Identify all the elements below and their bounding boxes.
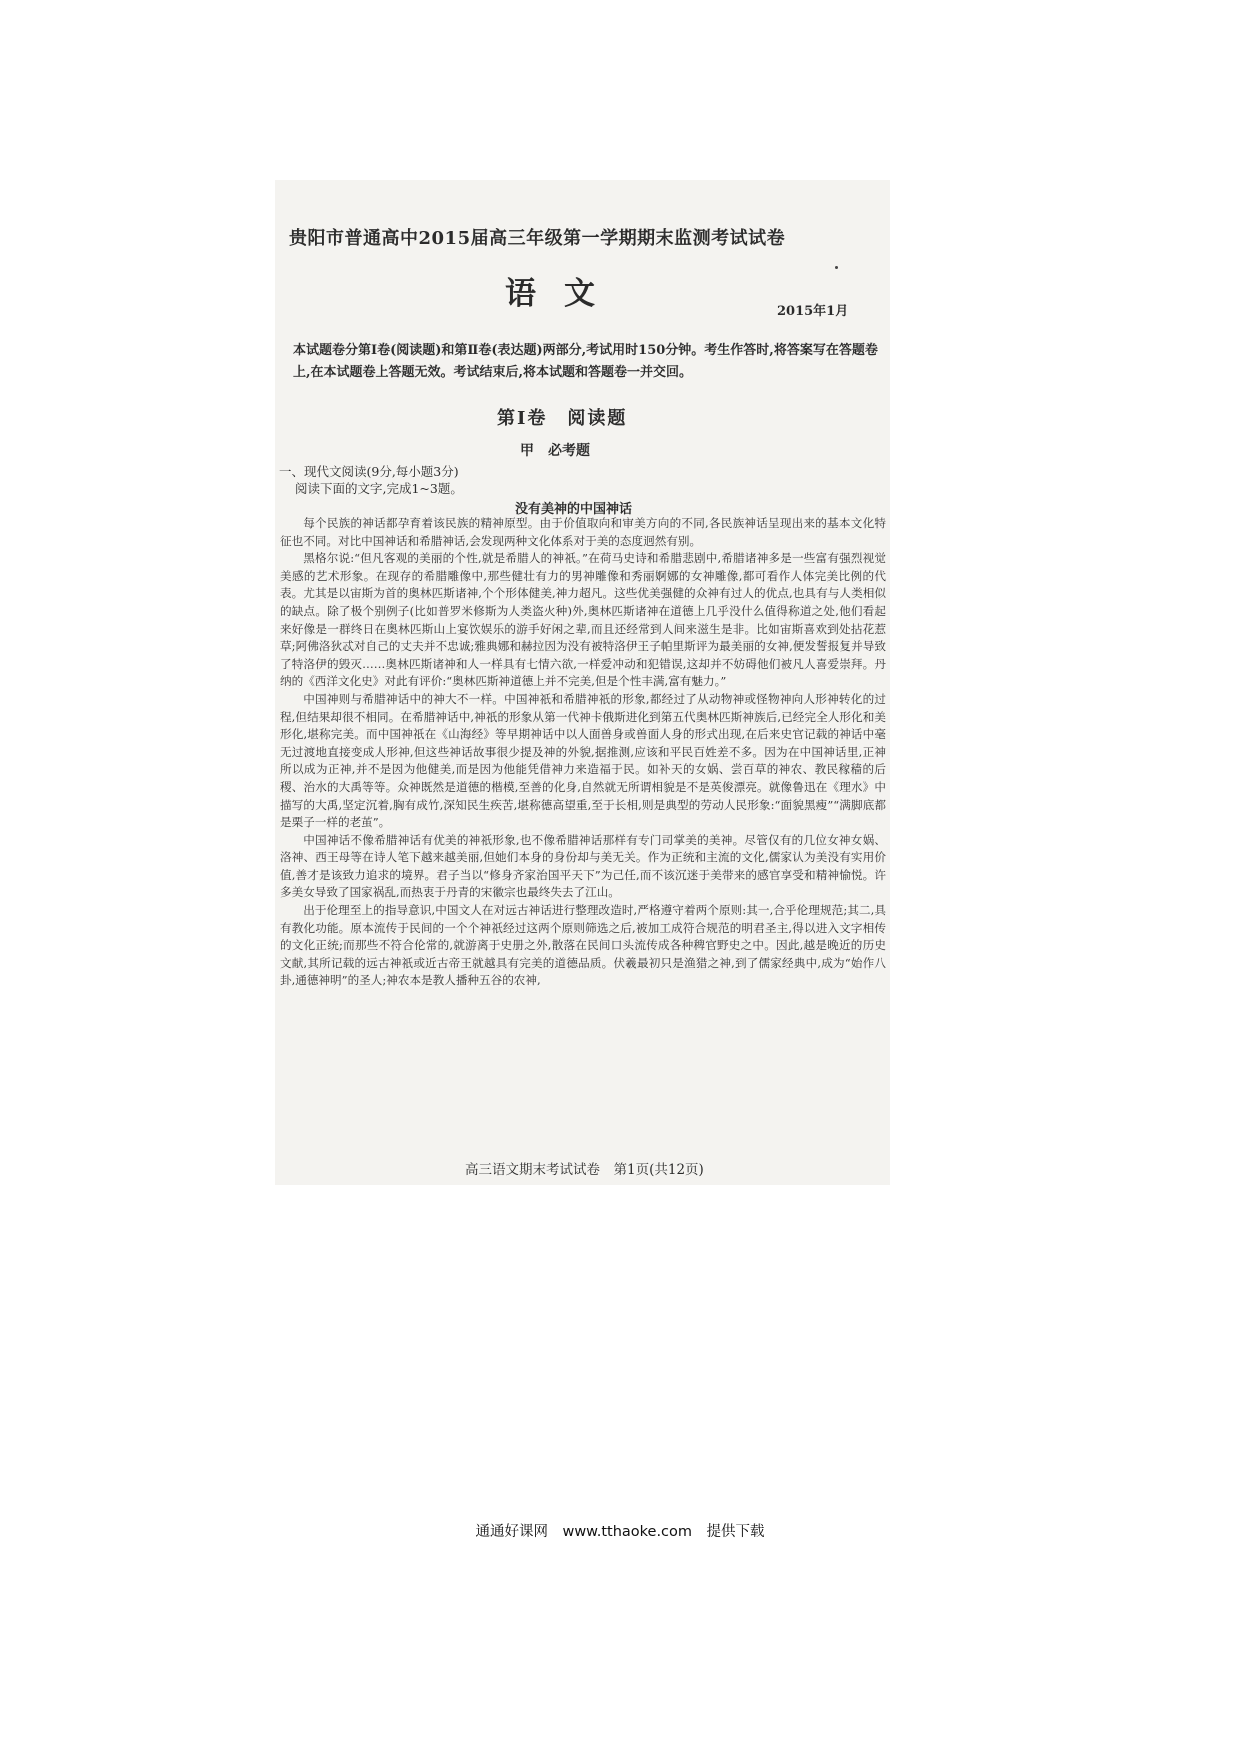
article-paragraph: 中国神话不像希腊神话有优美的神祇形象,也不像希腊神话那样有专门司掌美的美神。尽管仅有的几位女神女娲、洛神、西王母等在诗人笔下越来越美丽,但她们本身的身份却与美无关。作为正统和主流的文化,儒家认为美没有实用价值,善才是该致力追求的境界。君子当以“修身齐家治国平天下”为己任,而不该沉迷于美带来的感官享受和精神愉悦。许多美女导致了国家祸乱,而热衷于丹青的宋徽宗也最终失去了江山。: [280, 832, 886, 900]
article-body: [280, 515, 886, 990]
scan-speck: [835, 266, 838, 269]
exam-date: 2015年1月: [777, 304, 849, 319]
article-paragraph: 每个民族的神话都孕育着该民族的精神原型。由于价值取向和审美方向的不同,各民族神话呈现出来的基本文化特征也不同。对比中国神话和希腊神话,会发现两种文化体系对于美的态度迥然有别。: [280, 516, 886, 548]
volume-title: 第Ⅰ卷 阅读题: [497, 408, 628, 429]
section-heading: 一、现代文阅读(9分,每小题3分): [279, 464, 459, 479]
exam-instructions: 本试题卷分第Ⅰ卷(阅读题)和第Ⅱ卷(表达题)两部分,考试用时150分钟。考生作答时,将答案写在答题卷上,在本试题卷上答题无效。考试结束后,将本试题和答题卷一并交回。: [293, 343, 878, 380]
article-paragraph: 黑格尔说:“但凡客观的美丽的个性,就是希腊人的神祇。”在荷马史诗和希腊悲剧中,希腊诸神多是一些富有强烈视觉美感的艺术形象。在现存的希腊雕像中,那些健壮有力的男神雕像和秀丽婀娜的女神雕像,都可看作人体完美比例的代表。尤其是以宙斯为首的奥林匹斯诸神,个个形体健美,神力超凡。这些优美强健的众神有过人的优点,也具有与人类相似的缺点。除了极个别例子(比如普罗米修斯为人类盗火种)外,奥林匹斯诸神在道德上几乎没什么值得称道之处,他们看起来好像是一群终日在奥林匹斯山上宴饮娱乐的游手好闲之辈,而且还经常到人间来滋生是非。比如宙斯喜欢到处拈花惹草;阿佛洛狄忒对自己的丈夫并不忠诚;雅典娜和赫拉因为没有被特洛伊王子帕里斯评为最美丽的女神,便发誓报复并导致了特洛伊的毁灭……奥林匹斯诸神和人一样具有七情六欲,一样爱冲动和犯错误,这却并不妨碍他们被凡人喜爱崇拜。丹纳的《西洋文化史》对此有评价:“奥林匹斯神道德上并不完美,但是个性丰满,富有魅力。”: [280, 551, 886, 689]
exam-page-footer: 高三语文期末考试试卷 第1页(共12页): [465, 1162, 704, 1178]
exam-header-title: 贵阳市普通高中2015届高三年级第一学期期末监测考试试卷: [289, 228, 786, 249]
article-title: 没有美神的中国神话: [515, 502, 633, 517]
article-paragraph: 中国神则与希腊神话中的神大不一样。中国神祇和希腊神祇的形象,都经过了从动物神或怪物神向人形神转化的过程,但结果却很不相同。在希腊神话中,神祇的形象从第一代神卡俄斯进化到第五代奥林匹斯神族后,已经完全人形化和美形化,堪称完美。而中国神祇在《山海经》等早期神话中以人面兽身或兽面人身的形式出现,在后来史官记载的神话中毫无过渡地直接变成人形神,但这些神话故事很少提及神的外貌,据推测,应该和平民百姓差不多。因为在中国神话里,正神所以成为正神,并不是因为他健美,而是因为他能凭借神力来造福于民。如补天的女娲、尝百草的神农、教民稼穑的后稷、治水的大禹等等。众神既然是道德的楷模,至善的化身,自然就无所谓相貌是不是英俊漂亮。就像鲁迅在《理水》中描写的大禹,坚定沉着,胸有成竹,深知民生疾苦,堪称德高望重,至于长相,则是典型的劳动人民形象:“面貌黑瘦”“满脚底都是栗子一样的老茧”。: [280, 691, 886, 830]
subject-title: 语文: [505, 276, 623, 312]
scanned-exam-page: [275, 180, 890, 1185]
site-footer: 通通好课网 www.tthaoke.com 提供下载: [475, 1524, 765, 1540]
article-paragraph: 出于伦理至上的指导意识,中国文人在对远古神话进行整理改造时,严格遵守着两个原则:其一,合乎伦理规范;其二,具有教化功能。原本流传于民间的一个个神祇经过这两个原则筛选之后,被加工成符合规范的明君圣主,得以进入文字相传的文化正统;而那些不符合伦常的,就游离于史册之外,散落在民间口头流传成各种稗官野史之中。因此,越是晚近的历史文献,其所记载的远古神祇或近古帝王就越具有完美的道德品质。伏羲最初只是渔猎之神,到了儒家经典中,成为“始作八卦,通德神明”的圣人;神农本是教人播种五谷的农神,: [280, 903, 886, 988]
section-instruction: 阅读下面的文字,完成1~3题。: [295, 481, 463, 496]
part-title: 甲 必考题: [520, 443, 590, 459]
